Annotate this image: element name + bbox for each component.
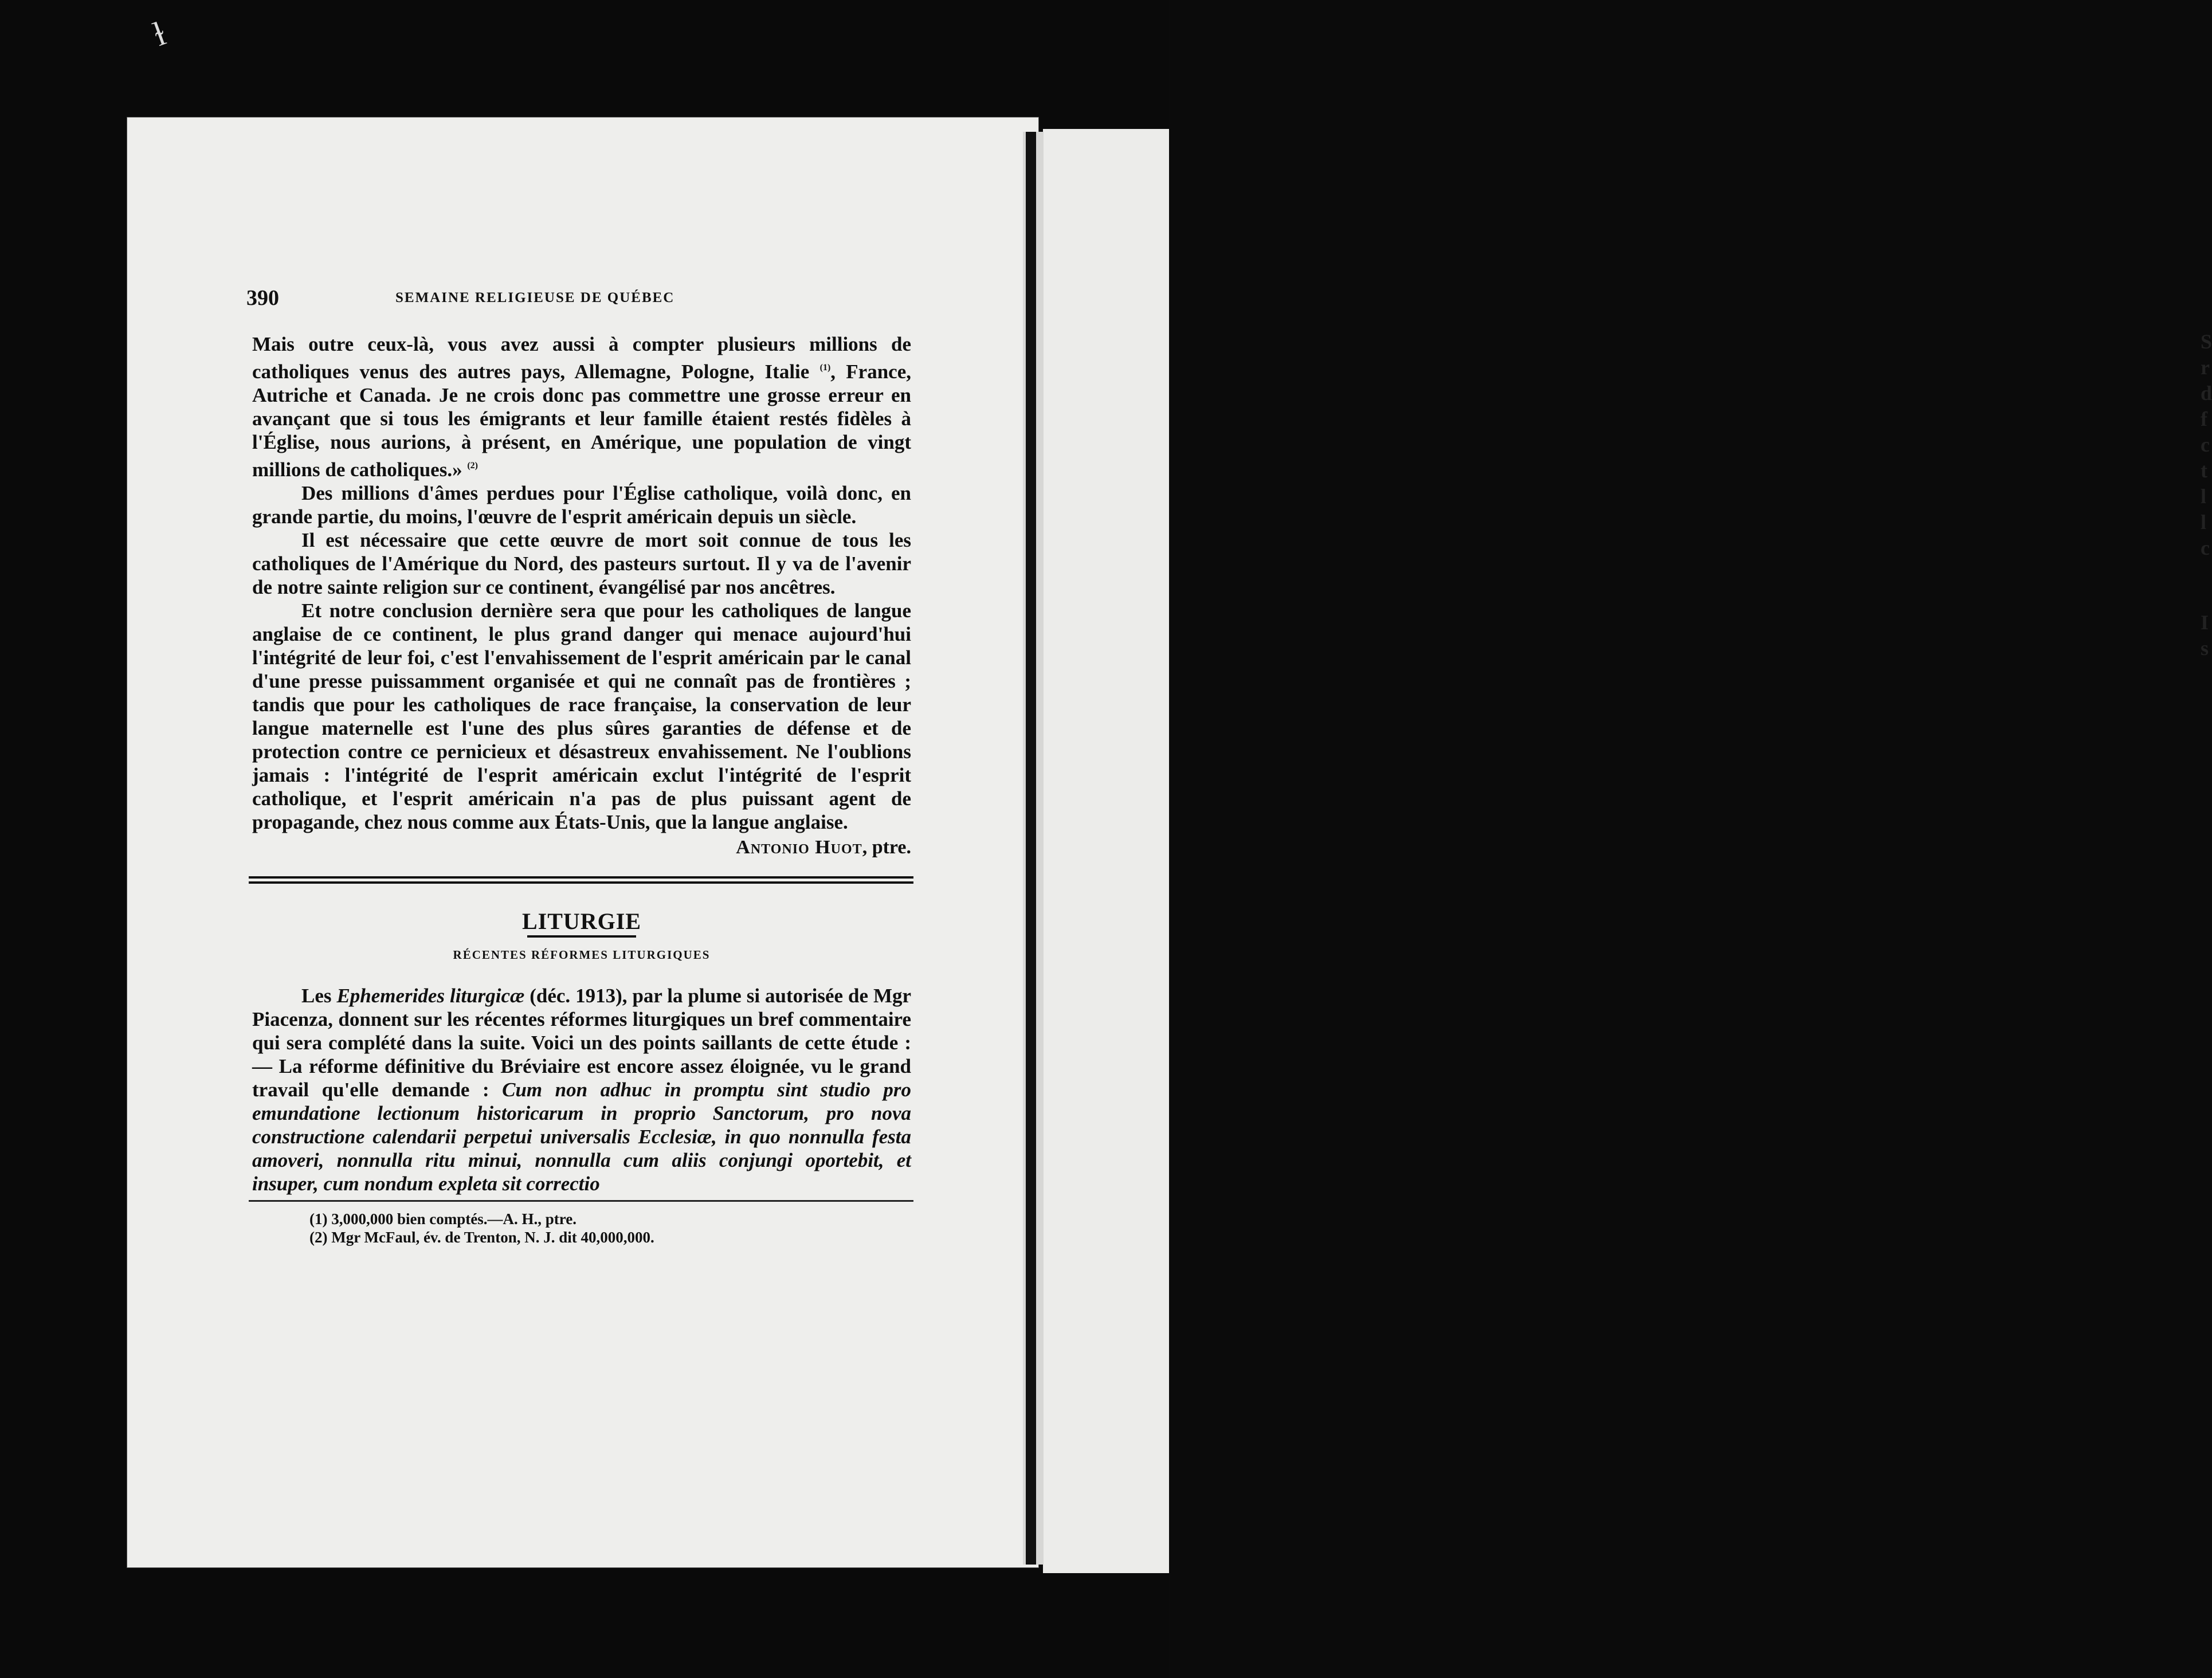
footnote-ref-1: (1) [819, 363, 831, 373]
facing-page [1043, 129, 2212, 1573]
paragraph-text: (déc. 1913), par la plume si autorisée de Mgr Piacenza, donnent sur les récentes réformes liturgiques un bref commentaire qui sera complété dans la suite. Voici un des points saillants de cette étude : — La réforme définitive du Bréviaire est encore assez éloignée, vu le grand travail qu'elle demande : [252, 985, 912, 1101]
facing-page-letter: s [2201, 637, 2209, 660]
paragraph-1 [252, 332, 911, 481]
facing-page-letter: l [2201, 485, 2207, 508]
footnote-rule [249, 1200, 913, 1202]
paragraph-4: Et notre conclusion dernière sera que pour les catholiques de langue anglaise de ce continent, le plus grand danger qui menace aujourd'hui l'intégrité de leur foi, c'est l'envahissement de l'esprit américain par le canal d'une presse puissamment organisée et qui ne connaît pas de frontières ; tandis que pour les catholiques de race française, la conservation de leur langue maternelle est l'une des plus sûres garanties de défense et de protection contre ce pernicieux et désastreux envahissement. Ne l'oublions jamais : l'intégrité de l'esprit américain exclut l'intégrité de l'esprit catholique, et l'esprit américain n'a pas de plus puissant agent de propagande, chez nous comme aux États-Unis, que la langue anglaise. [252, 599, 911, 833]
footnote-1: (1) 3,000,000 bien comptés.—A. H., ptre. [309, 1210, 576, 1228]
facing-page-letter: I [2201, 611, 2209, 634]
section-divider [249, 876, 913, 884]
facing-page-letter: c [2201, 536, 2210, 559]
facing-page-letter: f [2201, 407, 2207, 430]
paragraph-text: Les [301, 985, 337, 1007]
paragraph-text: Mais outre ceux-là, vous avez aussi à compter plusieurs millions de catholiques venus des autres pays, Allemagne, Pologne, Italie [252, 333, 911, 383]
running-header [246, 285, 923, 314]
paragraph-2: Des millions d'âmes perdues pour l'Église catholique, voilà donc, en grande partie, du moins, l'œuvre de l'esprit américain depuis un siècle. [252, 482, 911, 528]
section-title-underline [527, 935, 636, 938]
page-number: 390 [246, 286, 279, 310]
footnote-ref-2: (2) [467, 461, 478, 471]
footnote-2: (2) Mgr McFaul, év. de Trenton, N. J. dit 40,000,000. [309, 1229, 654, 1246]
author-name: Antonio Huot [736, 837, 862, 858]
facing-page-letter: S [2201, 330, 2212, 353]
author-suffix: , ptre. [862, 837, 911, 858]
paragraph-text: , France, Autriche et Canada. Je ne crois donc pas commettre une grosse erreur en avançant que si tous les émigrants et leur famille étaient restés fidèles à l'Église, nous aurions, à présent, en Amérique, une population de vingt millions de catholiques.» [252, 360, 912, 481]
latin-quote: Cum non adhuc in promptu sint studio pro emundatione lectionum historicarum in proprio Sanctorum, pro nova constructione calendarii perpetui universalis Ecclesiæ, in quo nonnulla festa amoveri, nonnulla ritu minui, nonnulla cum aliis conjungi oportebit, et insuper, cum nondum expleta sit correctio [252, 1079, 911, 1195]
liturgy-paragraph [252, 984, 911, 1195]
journal-title: SEMAINE RELIGIEUSE DE QUÉBEC [395, 290, 675, 305]
film-scratch-mark: ɫ [148, 14, 171, 53]
facing-page-letter: t [2201, 459, 2207, 482]
journal-name-italic: Ephemerides liturgicæ [336, 985, 525, 1007]
author-signature [252, 835, 911, 860]
text-column [252, 332, 911, 1246]
book-gutter [1026, 132, 1036, 1565]
facing-page-letter: r [2201, 356, 2210, 379]
facing-page-letter: d [2201, 382, 2212, 405]
paragraph-3: Il est nécessaire que cette œuvre de mort soit connue de tous les catholiques de l'Amérique du Nord, des pasteurs surtout. Il y va de l'avenir de notre sainte religion sur ce continent, évangélisé par nos ancêtres. [252, 529, 911, 598]
facing-page-letter: c [2201, 433, 2210, 456]
section-title: LITURGIE [521, 908, 642, 934]
facing-page-letter: l [2201, 511, 2207, 534]
footnotes [252, 1210, 911, 1246]
section-subtitle: RÉCENTES RÉFORMES LITURGIQUES [453, 948, 711, 962]
